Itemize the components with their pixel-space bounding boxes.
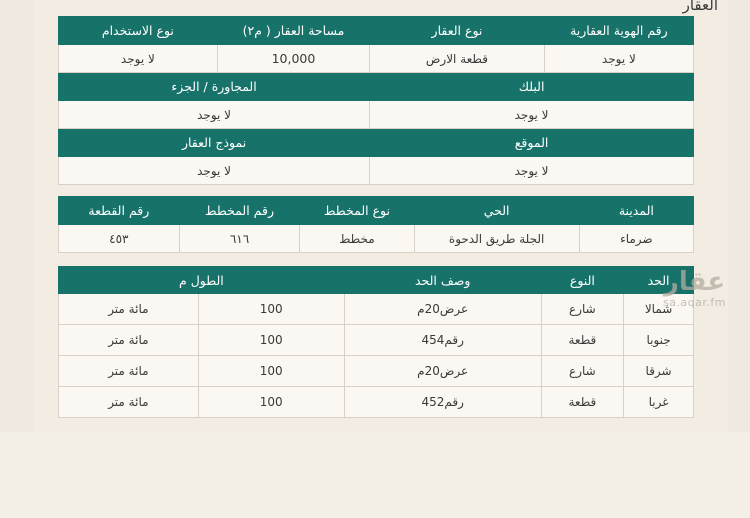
cell-value: مائة متر — [59, 294, 199, 325]
cell-value: شارع — [541, 294, 624, 325]
page-title: العقار — [682, 0, 718, 14]
property-details-table — [58, 16, 694, 185]
column-header: نوع العقار — [370, 17, 545, 45]
table-row — [59, 129, 694, 157]
page-bottom-band — [0, 432, 750, 518]
cell-value: قطعة الارض — [370, 45, 545, 73]
column-header: الحي — [414, 197, 579, 225]
column-header: نوع المخطط — [300, 197, 414, 225]
cell-value: 100 — [198, 356, 344, 387]
table-row — [59, 294, 694, 325]
cell-value: رقم454 — [344, 325, 541, 356]
cell-value: لا يوجد — [59, 45, 218, 73]
column-header: رقم القطعة — [59, 197, 180, 225]
column-header: الطول م — [59, 267, 345, 294]
table-row — [59, 267, 694, 294]
table-row — [59, 325, 694, 356]
plan-details-table — [58, 196, 694, 253]
borders-table — [58, 266, 694, 418]
cell-value: شارع — [541, 356, 624, 387]
cell-value: قطعة — [541, 325, 624, 356]
table-row — [59, 101, 694, 129]
cell-value: شرقا — [624, 356, 694, 387]
cell-value: رقم452 — [344, 387, 541, 418]
cell-value: قطعة — [541, 387, 624, 418]
cell-value: ضرماء — [579, 225, 693, 253]
table-row — [59, 387, 694, 418]
column-header: رقم الهوية العقارية — [544, 17, 693, 45]
table-row — [59, 197, 694, 225]
watermark-url: sa.aqar.fm — [662, 296, 726, 309]
column-header: النوع — [541, 267, 624, 294]
column-header: وصف الحد — [344, 267, 541, 294]
cell-value: الجلة طريق الدحوة — [414, 225, 579, 253]
table-row — [59, 17, 694, 45]
column-header: المدينة — [579, 197, 693, 225]
table-row — [59, 45, 694, 73]
cell-value: غربا — [624, 387, 694, 418]
cell-value: لا يوجد — [370, 157, 694, 185]
column-header: الموقع — [370, 129, 694, 157]
cell-value: 100 — [198, 294, 344, 325]
cell-value: مخطط — [300, 225, 414, 253]
column-header: نموذج العقار — [59, 129, 370, 157]
cell-value: مائة متر — [59, 325, 199, 356]
cell-value: 10,000 — [217, 45, 369, 73]
cell-value: 100 — [198, 387, 344, 418]
column-header: الحد — [624, 267, 694, 294]
cell-value: ٤٥٣ — [59, 225, 180, 253]
cell-value: شمالا — [624, 294, 694, 325]
cell-value: ٦١٦ — [179, 225, 300, 253]
cell-value: 100 — [198, 325, 344, 356]
cell-value: جنوبا — [624, 325, 694, 356]
cell-value: لا يوجد — [59, 101, 370, 129]
table-row — [59, 356, 694, 387]
cell-value: لا يوجد — [370, 101, 694, 129]
cell-value: مائة متر — [59, 387, 199, 418]
table-row — [59, 73, 694, 101]
cell-value: لا يوجد — [544, 45, 693, 73]
table-row — [59, 157, 694, 185]
table-row — [59, 225, 694, 253]
column-header: مساحة العقار ( م٢) — [217, 17, 369, 45]
column-header: المجاورة / الجزء — [59, 73, 370, 101]
cell-value: مائة متر — [59, 356, 199, 387]
watermark-logo: عقار — [663, 267, 726, 297]
column-header: البلك — [370, 73, 694, 101]
column-header: نوع الاستخدام — [59, 17, 218, 45]
cell-value: عرض20م — [344, 356, 541, 387]
cell-value: عرض20م — [344, 294, 541, 325]
cell-value: لا يوجد — [59, 157, 370, 185]
column-header: رقم المخطط — [179, 197, 300, 225]
